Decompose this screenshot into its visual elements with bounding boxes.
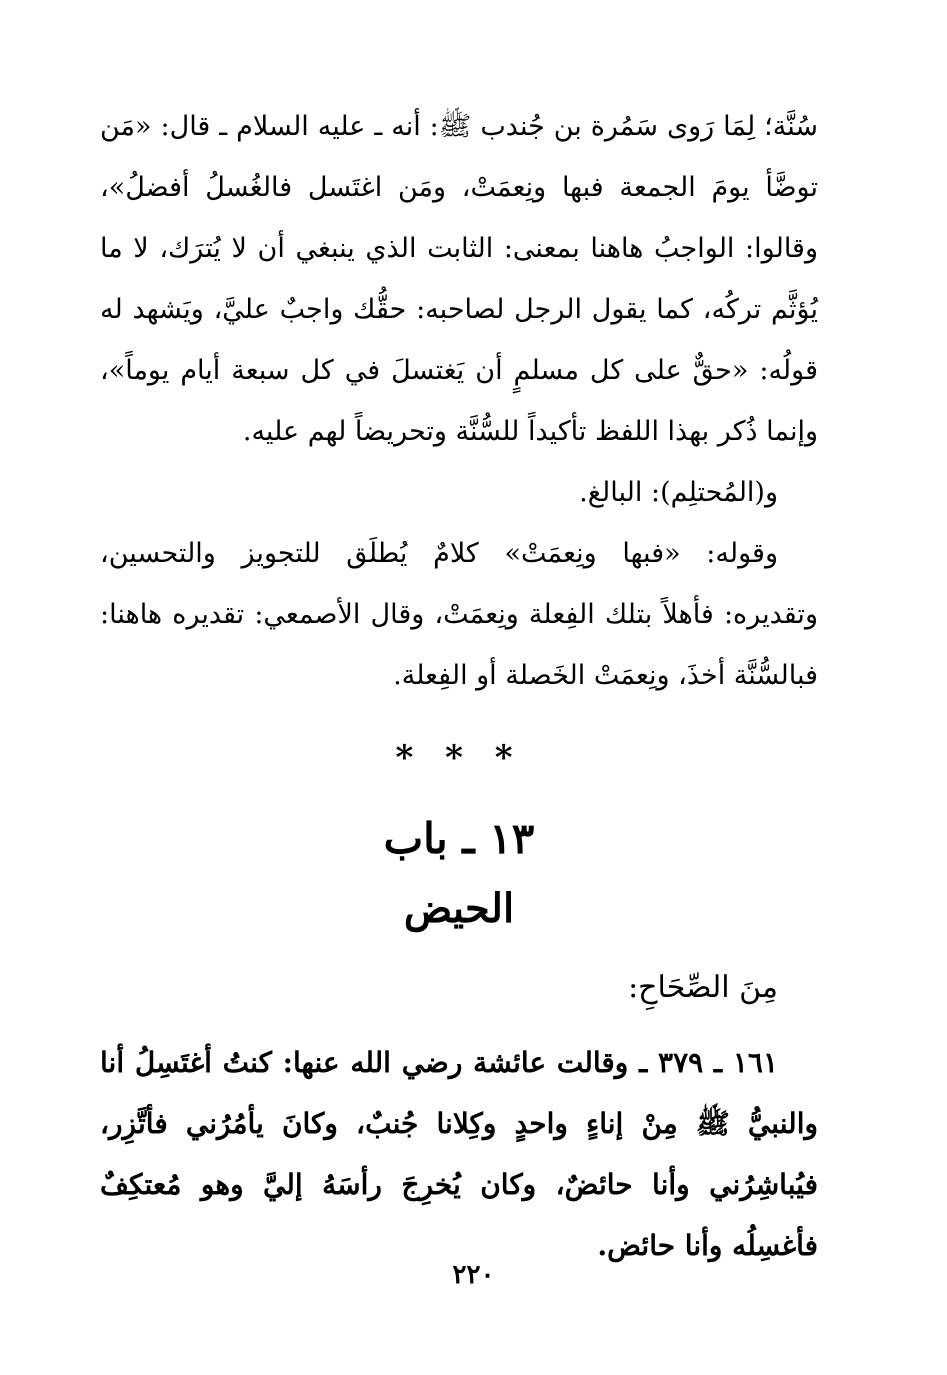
hadith-text: ١٦١ ـ ٣٧٩ ـ وقالت عائشة رضي الله عنها: كنتُ أغتَسِلُ أنا والنبيُّ ﷺ مِنْ إناءٍ واحدٍ وكِلانا جُنبٌ، وكانَ يأمُرُني فأتَّزِر، فيُباشِرُني وأنا حائضٌ، وكان يُخرِجَ رأسَهُ إليَّ وهو مُعتكِفٌ فأغسِلُه وأنا حائض.	[100, 1046, 818, 1262]
section-separator: * * *	[395, 738, 523, 778]
chapter-number: ١٣ ـ باب	[383, 814, 535, 863]
page-body	[100, 96, 818, 1276]
page-number: ٢٢٠	[452, 1260, 495, 1290]
commentary-paragraph-2: و(المُحتلِم): البالغ.	[579, 477, 778, 508]
commentary-paragraph-1: سُنَّة؛ لِمَا رَوى سَمُرة بن جُندب ﷺ: أنه ـ عليه السلام ـ قال: «مَن توضَّأ يومَ الجمعة فبها ونِعمَتْ، ومَن اغتَسل فالغُسلُ أفضلُ»، وقالوا: الواجبُ هاهنا بمعنى: الثابت الذي ينبغي أن لا يُترَك، لا ما يُؤثَّم تركُه، كما يقول الرجل لصاحبه: حقُّك واجبٌ عليَّ، ويَشهد له قولُه: «حقٌّ على كل مسلمٍ أن يَغتسلَ في كل سبعة أيام يوماً»، وإنما ذُكر بهذا اللفظ تأكيداً للسُّنَّة وتحريضاً لهم عليه.	[100, 111, 818, 447]
chapter-title: الحيض	[403, 885, 515, 932]
section-heading: مِنَ الصِّحَاحِ:	[628, 970, 778, 1005]
commentary-paragraph-3: وقوله: «فبها ونِعمَتْ» كلامٌ يُطلَق للتجويز والتحسين، وتقديره: فأهلاً بتلك الفِعلة ونِعمَتْ، وقال الأصمعي: تقديره هاهنا: فبالسُّنَّة أخذَ، ونِعمَتْ الخَصلة أو الفِعلة.	[100, 538, 818, 691]
